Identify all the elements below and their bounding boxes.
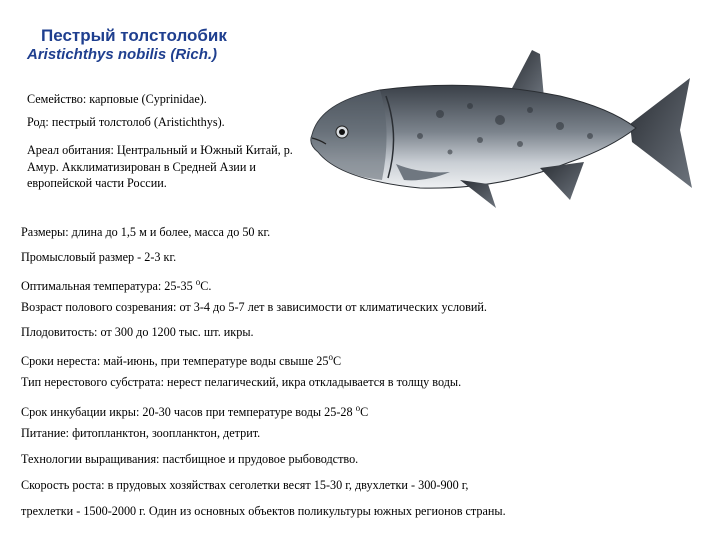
incubation-unit: С: [360, 405, 369, 419]
growth-fact-line-1: Скорость роста: в прудовых хозяйствах сеголетки весят 15-30 г, двухлетки - 300-900 г,: [21, 478, 469, 492]
spawning-label: Сроки нереста: май-июнь, при температуре воды свыше 25: [21, 354, 329, 368]
growth-fact-line-2: трехлетки - 1500-2000 г. Один из основных объектов поликультуры южных регионов страны.: [21, 504, 506, 518]
incubation-fact: [21, 400, 368, 420]
maturity-fact: Возраст полового созревания: от 3-4 до 5-7 лет в зависимости от климатических условий.: [21, 300, 487, 314]
spawning-fact: [21, 349, 341, 369]
substrate-fact: Тип нерестового субстрата: нерест пелагический, икра откладывается в толщу воды.: [21, 375, 462, 389]
latin-name: Aristichthys nobilis (Rich.): [27, 46, 218, 63]
degree-sign: о: [328, 352, 333, 362]
incubation-label: Срок инкубации икры: 20-30 часов при температуре воды 25-28: [21, 405, 356, 419]
family-text: Семейство: карповые (Cyprinidae).: [27, 92, 207, 106]
spawning-unit: С: [332, 354, 342, 368]
page-title: Пестрый толстолобик: [41, 26, 227, 45]
degree-sign: о: [355, 403, 361, 413]
technology-fact: Технологии выращивания: пастбищное и прудовое рыбоводство.: [21, 452, 359, 466]
genus-text: Род: пестрый толстолоб (Aristichthys).: [27, 115, 225, 129]
fertility-fact: Плодовитость: от 300 до 1200 тыс. шт. икры.: [21, 325, 254, 339]
bighead-carp-illustration: [300, 40, 700, 220]
commercial-size-fact: Промысловый размер - 2-3 кг.: [21, 250, 177, 264]
optimal-temp-label: Оптимальная температура: 25-35: [21, 279, 196, 293]
size-fact: Размеры: длина до 1,5 м и более, масса до 50 кг.: [21, 225, 271, 239]
diet-fact: Питание: фитопланктон, зоопланктон, детрит.: [21, 426, 261, 440]
degree-sign: о: [195, 277, 201, 287]
habitat-text: Ареал обитания: Центральный и Южный Китай, р. Амур. Акклиматизирован в Средней Азии и европейской части России.: [27, 143, 293, 190]
optimal-temp-unit: С.: [200, 279, 212, 293]
optimal-temp-fact: [21, 274, 211, 294]
